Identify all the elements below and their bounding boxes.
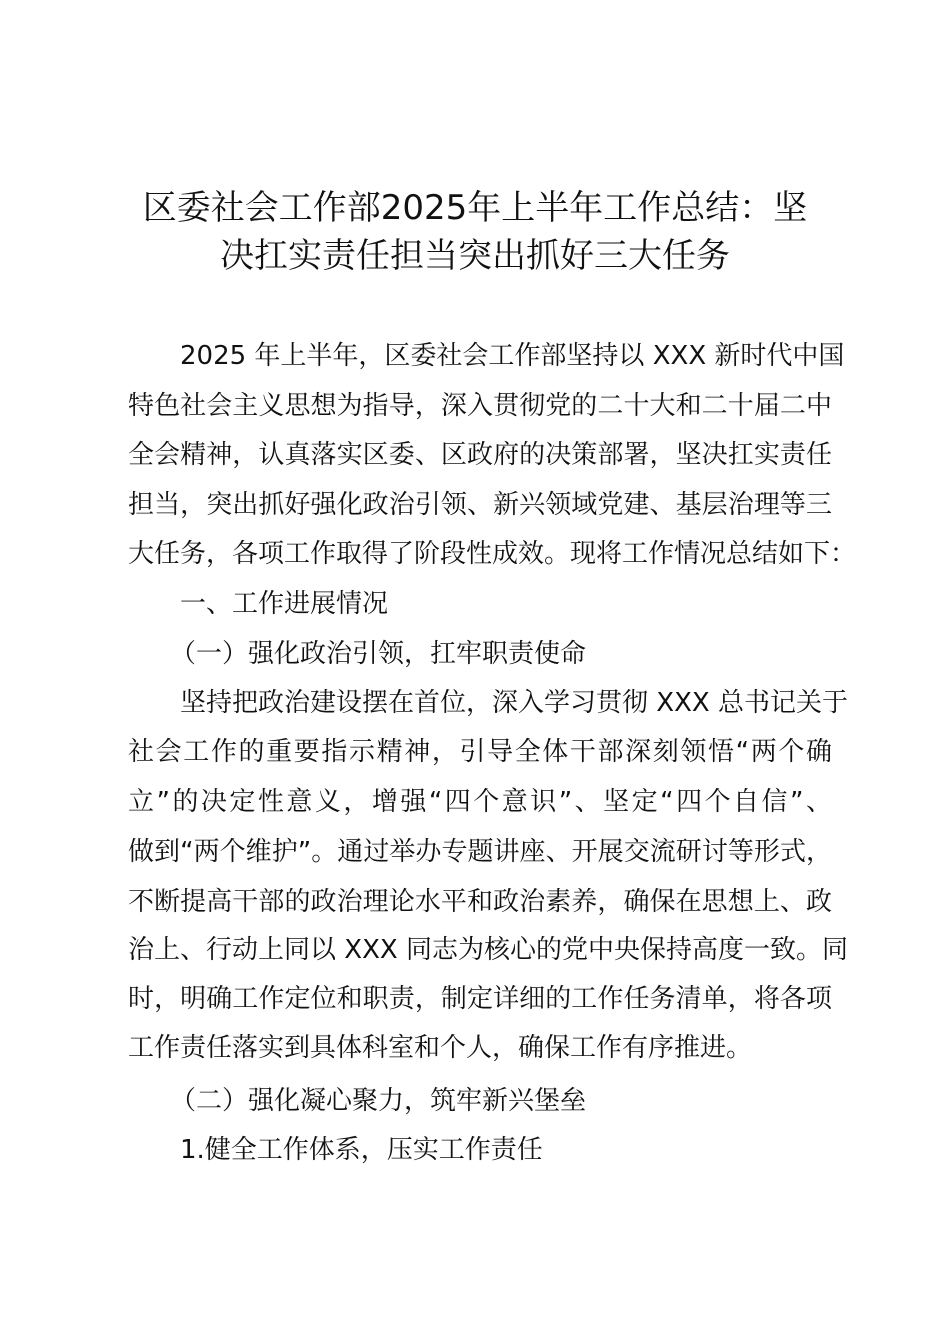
paragraph-line: 担当，突出抓好强化政治引领、新兴领域党建、基层治理等三 [128, 490, 832, 520]
paragraph-line: 坚持把政治建设摆在首位，深入学习贯彻 XXX 总书记关于 [180, 688, 848, 718]
paragraph-line: 大任务，各项工作取得了阶段性成效。现将工作情况总结如下： [128, 539, 857, 569]
section-heading: 一、工作进展情况 [180, 589, 389, 619]
paragraph-line: 工作责任落实到具体科室和个人，确保工作有序推进。 [128, 1033, 753, 1063]
paragraph-line: 全会精神，认真落实区委、区政府的决策部署，坚决扛实责任 [128, 440, 832, 470]
paragraph-line: 做到“两个维护”。通过举办专题讲座、开展交流研讨等形式， [128, 837, 832, 867]
subsection-heading: （二）强化凝心聚力，筑牢新兴堡垒 [170, 1086, 587, 1116]
document-title-line-1: 区委社会工作部2025年上半年工作总结：坚 [142, 188, 808, 228]
paragraph-line: 时，明确工作定位和职责，制定详细的工作任务清单，将各项 [128, 984, 832, 1014]
subsection-heading: （一）强化政治引领，扛牢职责使命 [170, 639, 587, 669]
paragraph-line: 不断提高干部的政治理论水平和政治素养，确保在思想上、政 [128, 887, 832, 917]
paragraph-line: 立”的决定性意义，增强“四个意识”、坚定“四个自信”、 [128, 787, 832, 817]
paragraph-line: 2025 年上半年，区委社会工作部坚持以 XXX 新时代中国 [180, 341, 845, 371]
document-title-line-2: 决扛实责任担当突出抓好三大任务 [220, 236, 730, 276]
paragraph-line: 特色社会主义思想为指导，深入贯彻党的二十大和二十届二中 [128, 391, 832, 421]
paragraph-line: 社会工作的重要指示精神，引导全体干部深刻领悟“两个确 [128, 737, 832, 767]
paragraph-line: 治上、行动上同以 XXX 同志为核心的党中央保持高度一致。同 [128, 935, 848, 965]
item-heading: 1.健全工作体系，压实工作责任 [180, 1135, 543, 1165]
